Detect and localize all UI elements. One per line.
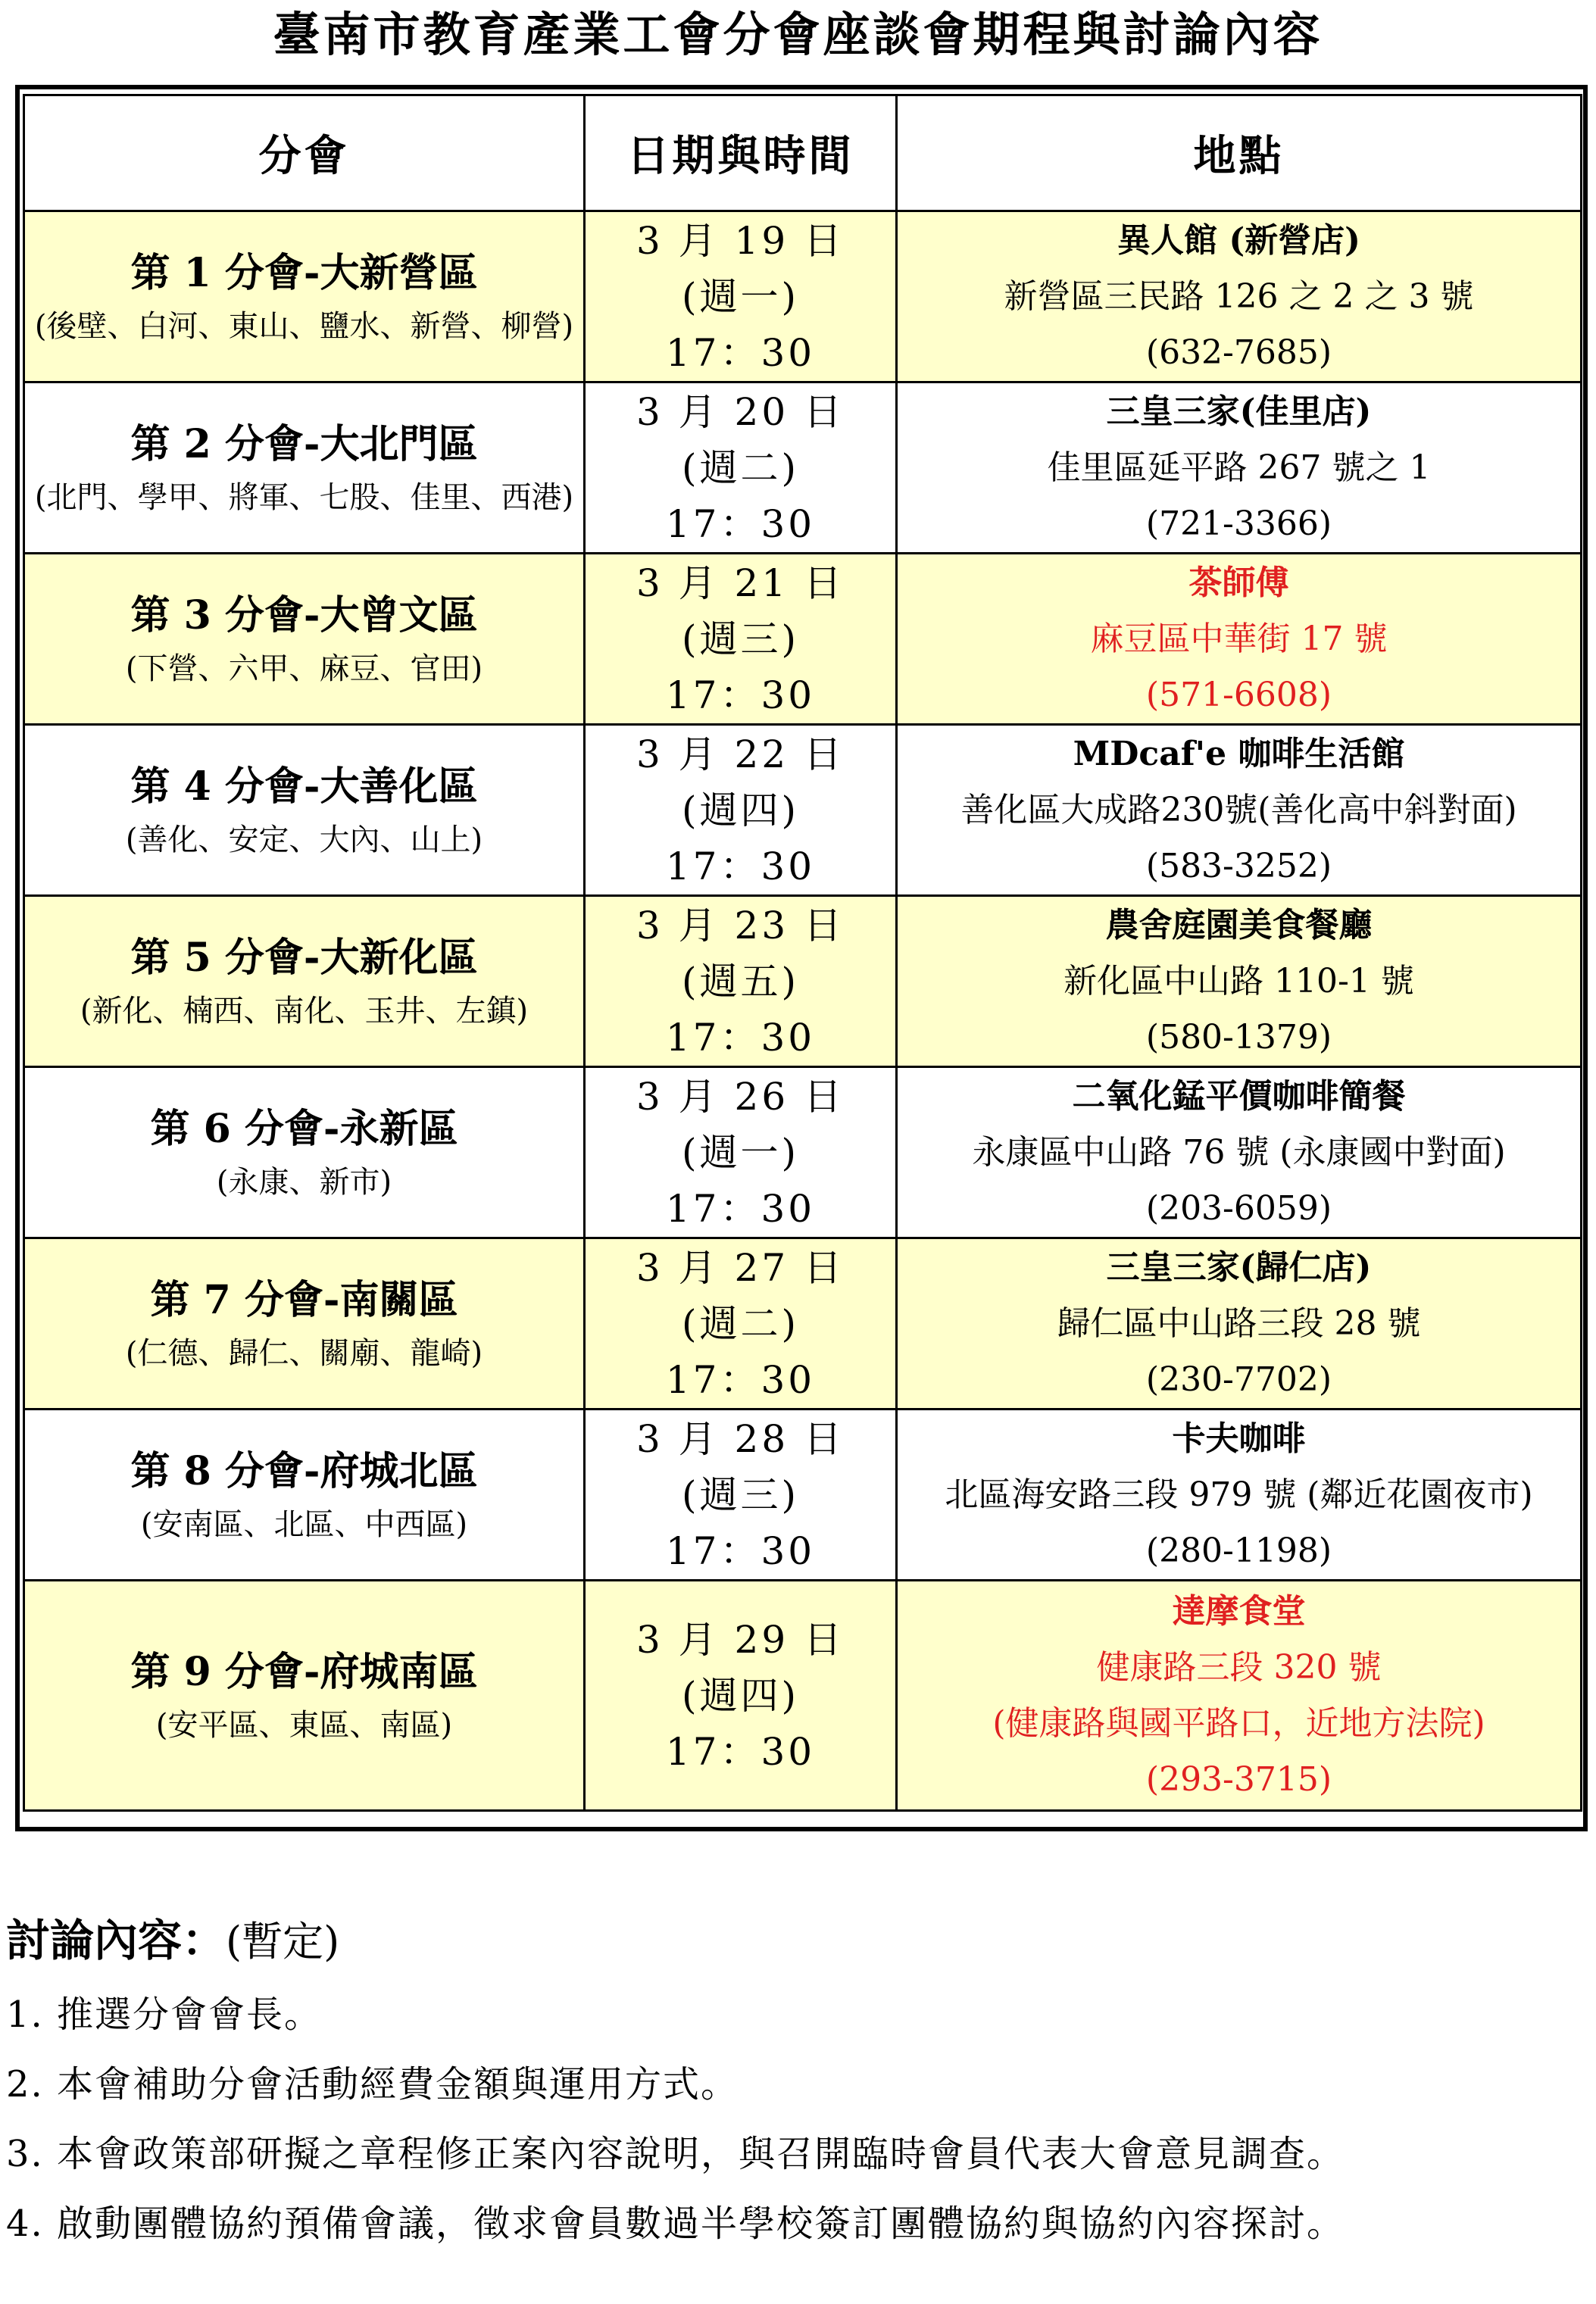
discussion-item: 1. 推選分會會長。 [6,1993,323,2036]
header-datetime: 日期與時間 [585,95,897,211]
meeting-date: 3 月 22 日 [636,732,845,776]
discussion-item: 2. 本會補助分會活動經費金額與運用方式。 [6,2063,739,2106]
datetime-cell [585,554,897,725]
location-cell [897,211,1582,382]
meeting-weekday: (週五) [681,959,799,1004]
branch-name: 第 9 分會-府城南區 [130,1648,478,1695]
branch-areas: (善化、安定、大內、山上) [125,822,483,857]
datetime-cell [585,725,897,896]
datetime-cell [585,896,897,1067]
discussion-item: 4. 啟動團體協約預備會議，徵求會員數過半學校簽訂團體協約與協約內容探討。 [6,2203,1345,2245]
venue-name: 達摩食堂 [1172,1591,1306,1631]
meeting-weekday: (週一) [681,1130,799,1175]
branch-cell [24,725,585,896]
branch-cell [24,1581,585,1811]
branch-cell [24,554,585,725]
venue-address: 永康區中山路 76 號 (永康國中對面) [972,1132,1506,1172]
meeting-date: 3 月 19 日 [636,218,845,263]
location-cell [897,896,1582,1067]
venue-name: 三皇三家(歸仁店) [1106,1247,1372,1287]
location-cell [897,1581,1582,1811]
datetime-cell [585,382,897,554]
branch-areas: (仁德、歸仁、關廟、龍崎) [125,1335,483,1371]
branch-areas: (下營、六甲、麻豆、官田) [125,651,483,686]
meeting-time: 17：30 [665,1015,816,1060]
location-cell [897,554,1582,725]
meeting-date: 3 月 27 日 [636,1245,845,1290]
venue-address: 健康路三段 320 號 [1096,1647,1382,1687]
venue-phone: (632-7685) [1145,332,1332,372]
discussion-title: 討論內容： [6,1915,226,1966]
branch-areas: (安平區、東區、南區) [155,1707,453,1743]
venue-address: 歸仁區中山路三段 28 號 [1057,1303,1421,1343]
venue-phone: (280-1198) [1145,1531,1332,1570]
meeting-weekday: (週四) [681,788,799,832]
table-row [24,211,1582,382]
venue-name: 茶師傅 [1188,563,1289,602]
branch-cell [24,382,585,554]
meeting-date: 3 月 21 日 [636,560,845,605]
table-row [24,382,1582,554]
venue-address: 麻豆區中華街 17 號 [1090,619,1388,658]
venue-name: 三皇三家(佳里店) [1106,392,1372,431]
meeting-time: 17：30 [665,1186,816,1231]
meeting-weekday: (週二) [681,445,799,490]
datetime-cell [585,1238,897,1410]
datetime-cell [585,1410,897,1581]
branch-name: 第 8 分會-府城北區 [130,1447,478,1494]
branch-cell [24,896,585,1067]
table-row [24,1067,1582,1238]
table-row [24,1410,1582,1581]
meeting-time: 17：30 [665,673,816,717]
meeting-time: 17：30 [665,1357,816,1402]
header-branch: 分會 [24,95,585,211]
meeting-date: 3 月 29 日 [636,1617,845,1662]
discussion-item: 3. 本會政策部研擬之章程修正案內容說明，與召開臨時會員代表大會意見調查。 [6,2133,1345,2175]
schedule-table [23,94,1582,1812]
branch-areas: (安南區、北區、中西區) [140,1506,468,1542]
branch-cell [24,1067,585,1238]
branch-name: 第 6 分會-永新區 [150,1105,458,1152]
venue-name: 農舍庭園美食餐廳 [1105,905,1373,944]
venue-phone: (583-3252) [1145,846,1332,885]
table-header-row [24,95,1582,211]
table-row [24,896,1582,1067]
venue-phone: (721-3366) [1145,504,1332,543]
location-cell [897,382,1582,554]
meeting-date: 3 月 20 日 [636,389,845,434]
datetime-cell [585,1067,897,1238]
table-row [24,725,1582,896]
branch-name: 第 5 分會-大新化區 [130,934,478,981]
branch-name: 第 4 分會-大善化區 [130,763,478,810]
page-title: 臺南市教育產業工會分會座談會期程與討論內容 [273,7,1323,62]
branch-areas: (新化、楠西、南化、玉井、左鎮) [80,993,529,1029]
branch-areas: (後壁、白河、東山、鹽水、新營、柳營) [34,308,574,344]
venue-address: 佳里區延平路 267 號之 1 [1047,448,1431,487]
meeting-date: 3 月 23 日 [636,903,845,948]
branch-areas: (北門、學甲、將軍、七股、佳里、西港) [34,479,574,515]
discussion-subtitle: (暫定) [226,1918,340,1965]
branch-cell [24,1410,585,1581]
branch-cell [24,211,585,382]
venue-name: 卡夫咖啡 [1172,1419,1306,1458]
location-cell [897,1067,1582,1238]
discussion-heading [6,1903,1589,1980]
location-cell [897,725,1582,896]
meeting-date: 3 月 26 日 [636,1074,845,1119]
meeting-time: 17：30 [665,330,816,375]
meeting-time: 17：30 [665,1528,816,1573]
venue-name: 二氧化錳平價咖啡簡餐 [1072,1076,1406,1116]
table-row [24,554,1582,725]
meeting-weekday: (週四) [681,1673,799,1718]
branch-name: 第 1 分會-大新營區 [130,249,478,296]
datetime-cell [585,211,897,382]
meeting-time: 17：30 [665,844,816,888]
datetime-cell [585,1581,897,1811]
venue-note: (健康路與國平路口，近地方法院) [992,1703,1485,1743]
venue-name: MDcaf'e 咖啡生活館 [1073,734,1405,773]
table-row [24,1581,1582,1811]
discussion-section [6,1903,1589,2259]
location-cell [897,1238,1582,1410]
venue-name: 異人館 (新營店) [1117,220,1360,260]
meeting-weekday: (週二) [681,1301,799,1346]
location-cell [897,1410,1582,1581]
venue-address: 善化區大成路230號(善化高中斜對面) [960,790,1517,829]
venue-phone: (293-3715) [1145,1759,1332,1799]
branch-name: 第 7 分會-南關區 [150,1276,458,1323]
meeting-weekday: (週三) [681,1472,799,1517]
venue-phone: (580-1379) [1145,1017,1332,1057]
header-location: 地點 [897,95,1582,211]
branch-name: 第 2 分會-大北門區 [130,420,478,467]
venue-phone: (203-6059) [1145,1188,1332,1228]
branch-areas: (永康、新市) [216,1164,392,1200]
venue-address: 新營區三民路 126 之 2 之 3 號 [1004,276,1474,316]
branch-cell [24,1238,585,1410]
venue-address: 北區海安路三段 979 號 (鄰近花園夜市) [945,1475,1533,1514]
venue-phone: (571-6608) [1145,675,1332,714]
meeting-time: 17：30 [665,1729,816,1774]
branch-name: 第 3 分會-大曾文區 [130,592,478,638]
meeting-weekday: (週三) [681,617,799,661]
meeting-date: 3 月 28 日 [636,1416,845,1461]
table-row [24,1238,1582,1410]
venue-address: 新化區中山路 110-1 號 [1063,961,1414,1001]
venue-phone: (230-7702) [1145,1360,1332,1399]
meeting-time: 17：30 [665,501,816,546]
meeting-weekday: (週一) [681,274,799,319]
